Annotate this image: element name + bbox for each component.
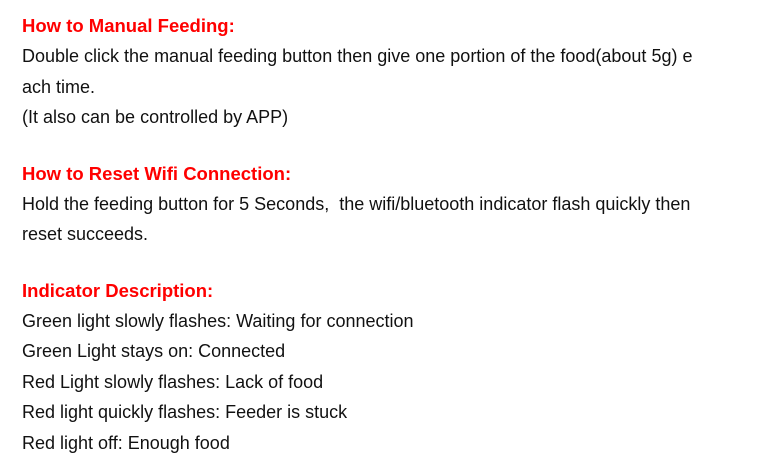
body-line: Red light off: Enough food [22, 432, 230, 453]
body-line: ach time. [22, 76, 96, 97]
body-line: reset succeeds. [22, 224, 149, 244]
instruction-section [22, 275, 777, 459]
instruction-section [22, 10, 777, 133]
body-line: Green light slowly flashes: Waiting for connection [22, 310, 414, 331]
body-line: Red light quickly flashes: Feeder is stuck [22, 402, 348, 422]
sections-container [22, 10, 777, 458]
section-heading: How to Reset Wifi Connection: [22, 162, 292, 184]
body-line: Green Light stays on: Connected [22, 341, 286, 361]
instruction-section [22, 158, 777, 250]
body-line: Hold the feeding button for 5 Seconds, the wifi/bluetooth indicator flash quickly then [22, 193, 691, 214]
body-line: Double click the manual feeding button then give one portion of the food(about 5g) e [22, 46, 693, 66]
body-line: (It also can be controlled by APP) [22, 107, 289, 127]
body-line: Red Light slowly flashes: Lack of food [22, 371, 324, 392]
section-heading: Indicator Description: [22, 279, 214, 301]
section-heading: How to Manual Feeding: [22, 15, 235, 36]
